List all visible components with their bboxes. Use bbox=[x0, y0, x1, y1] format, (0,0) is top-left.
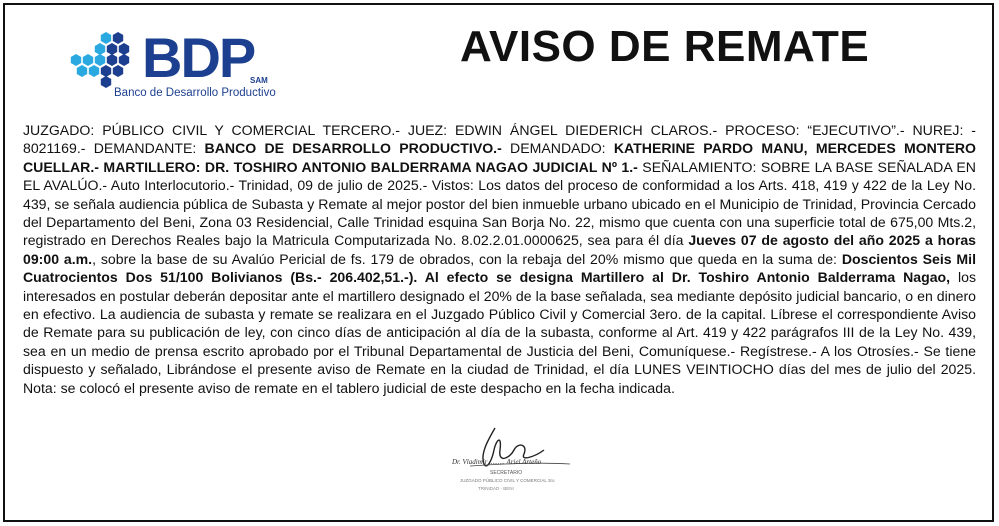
notice-body bbox=[23, 121, 976, 397]
logo-letters: BDP bbox=[142, 26, 255, 89]
signature-scribble bbox=[440, 420, 590, 500]
svg-text:Dr. Vladimir ......... Ariel A: Dr. Vladimir ......... Ariel Arteño bbox=[452, 458, 542, 466]
body-text-segment: DEMANDADO: bbox=[501, 140, 614, 157]
logo-hexagon bbox=[107, 54, 117, 66]
logo-hexagon bbox=[101, 65, 111, 77]
logo-hexagon bbox=[83, 54, 93, 66]
svg-text:JUZGADO PÚBLICO CIVIL Y COMERC: JUZGADO PÚBLICO CIVIL Y COMERCIAL 3ro bbox=[460, 478, 555, 483]
page-title: AVISO DE REMATE bbox=[460, 22, 870, 71]
body-bold-segment: BANCO DE DESARROLLO PRODUCTIVO.- bbox=[204, 140, 502, 157]
logo-hexagon bbox=[119, 54, 129, 66]
body-text-segment: JUZGADO: PÚBLICO CIVIL Y COMERCIAL TERCERO.- JUEZ: EDWIN ÁNGEL DIEDERICH CLAROS.- PROCESO: “EJECUTIVO”.- NUREJ: - 8021169.- DEMANDANTE: bbox=[23, 122, 976, 157]
logo-hexagon bbox=[113, 65, 123, 77]
logo-hexagon bbox=[101, 76, 111, 88]
body-bold-segment: Doscientos Seis Mil Cuatrocientos Dos 51/100 Bolivianos (Bs.- 206.402,51.-). Al efecto se designa Martillero al Dr. Toshiro Antonio Balderrama Nagao, bbox=[23, 250, 977, 286]
logo-hexagon bbox=[95, 54, 105, 66]
logo-suffix: SAM bbox=[250, 76, 268, 85]
signature-stamp bbox=[440, 420, 590, 500]
logo-hexagon bbox=[101, 32, 111, 44]
svg-text:TRINIDAD - BENI: TRINIDAD - BENI bbox=[478, 486, 514, 491]
logo-hexagon bbox=[107, 43, 117, 55]
body-bold-segment: Jueves 07 de agosto del año 2025 a horas 09:00 a.m. bbox=[23, 232, 976, 267]
svg-text:SECRETARIO: SECRETARIO bbox=[490, 470, 523, 476]
logo-hexagon bbox=[119, 43, 129, 55]
logo-hexagon bbox=[113, 32, 123, 44]
logo-hexagon bbox=[77, 65, 87, 77]
bdp-logo bbox=[66, 28, 286, 108]
body-text-segment: los interesados en postular deberán depositar ante el martillero designado el 20% de la base señalada, sea mediante depósito judicial bancario, o en dinero en efectivo. La audiencia de subasta y remate se realizara en el Juzgado Público Civil y Comercial 3ero. de la capital. Líbrese el correspondiente Aviso de Remate para su publicación de ley, con cinco días de anticipación al día de la subasta, conforme al Art. 419 y 422 parágrafos III de la Ley No. 439, sea en un medio de prensa escrito aprobado por el Tribunal Departamental de Justicia del Beni, Comuníquese.- Regístrese.- A los Otrosíes.- Se tiene dispuesto y señalado, Librándose el presente aviso de Remate en la ciudad de Trinidad, el día LUNES VEINTIOCHO días del mes de julio del 2025. Nota: se colocó el presente aviso de remate en el tablero judicial de este despacho en la fecha indicada. bbox=[23, 269, 977, 396]
logo-tagline: Banco de Desarrollo Productivo bbox=[114, 87, 276, 99]
body-text-segment: , sobre la base de su Avalúo Pericial de fs. 179 de obrados, con la rebaja del 20% mismo que queda en la suma de: bbox=[92, 250, 842, 267]
body-bold-segment: KATHERINE PARDO MANU, MERCEDES MONTERO CUELLAR.- MARTILLERO: DR. TOSHIRO ANTONIO BALDERRAMA NAGAO JUDICIAL Nº 1.- bbox=[23, 140, 977, 175]
logo-hexagon bbox=[89, 65, 99, 77]
hexagon-cluster-icon bbox=[66, 28, 146, 88]
logo-hexagon bbox=[95, 43, 105, 55]
body-text-segment: SEÑALAMIENTO: SOBRE LA BASE SEÑALADA EN EL AVALÚO.- Auto Interlocutorio.- Trinidad, 09 de julio de 2025.- Vistos: Los datos del proceso de conformidad a los Arts. 418, 419 y 422 de la Ley No. 439, se señala audiencia pública de Subasta y Remate al mejor postor del bien inmueble urbano ubicado en el Municipio de Trinidad, Provincia Cercado del Departamento del Beni, Zona 03 Residencial, Calle Trinidad esquina San Borja No. 22, mismo que cuenta con una superficie total de 675,00 Mts.2, registrado en Derechos Reales bajo la Matricula Computarizada No. 8.02.2.01.0000625, sea para él día bbox=[23, 158, 976, 249]
logo-hexagon bbox=[71, 54, 81, 66]
